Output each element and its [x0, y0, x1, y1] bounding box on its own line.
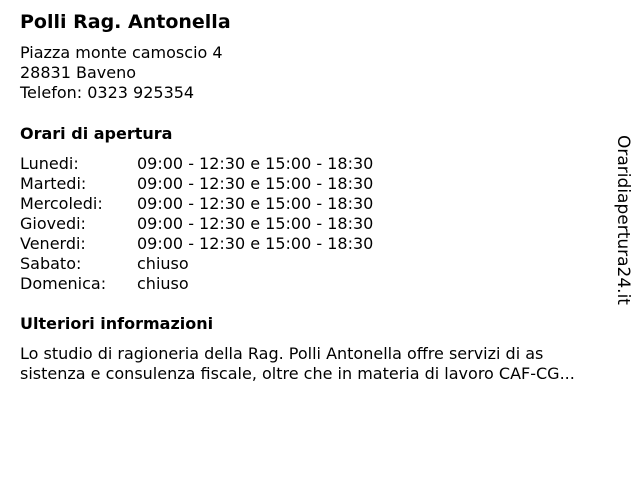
phone-number: Telefon: 0323 925354	[20, 83, 195, 102]
day-label: Giovedi:	[20, 214, 86, 233]
day-hours: 09:00 - 12:30 e 15:00 - 18:30	[137, 214, 374, 233]
day-hours: 09:00 - 12:30 e 15:00 - 18:30	[137, 194, 374, 213]
hours-row-sunday	[20, 274, 373, 294]
city-address: 28831 Baveno	[20, 63, 137, 82]
hours-row-wednesday	[20, 194, 373, 214]
street-address: Piazza monte camoscio 4	[20, 43, 223, 62]
day-hours: chiuso	[137, 274, 189, 293]
business-name: Polli Rag. Antonella	[20, 11, 231, 33]
day-label: Sabato:	[20, 254, 82, 273]
info-line: Lo studio di ragioneria della Rag. Polli Antonella offre servizi di as	[20, 344, 544, 363]
business-address	[20, 43, 223, 103]
additional-info-heading: Ulteriori informazioni	[20, 314, 214, 333]
day-label: Domenica:	[20, 274, 107, 293]
hours-row-tuesday	[20, 174, 373, 194]
hours-row-friday	[20, 234, 373, 254]
day-label: Lunedi:	[20, 154, 79, 173]
day-hours: 09:00 - 12:30 e 15:00 - 18:30	[137, 234, 374, 253]
hours-row-saturday	[20, 254, 373, 274]
day-hours: chiuso	[137, 254, 189, 273]
opening-hours-heading: Orari di apertura	[20, 124, 173, 143]
site-watermark: Oraridiapertura24.it	[613, 135, 633, 305]
hours-row-monday	[20, 154, 373, 174]
day-label: Venerdi:	[20, 234, 86, 253]
hours-row-thursday	[20, 214, 373, 234]
day-label: Martedi:	[20, 174, 87, 193]
opening-hours-table	[20, 154, 373, 294]
day-hours: 09:00 - 12:30 e 15:00 - 18:30	[137, 154, 374, 173]
info-line: sistenza e consulenza fiscale, oltre che in materia di lavoro CAF-CG...	[20, 364, 575, 383]
additional-info-text	[20, 344, 630, 384]
day-hours: 09:00 - 12:30 e 15:00 - 18:30	[137, 174, 374, 193]
day-label: Mercoledi:	[20, 194, 103, 213]
